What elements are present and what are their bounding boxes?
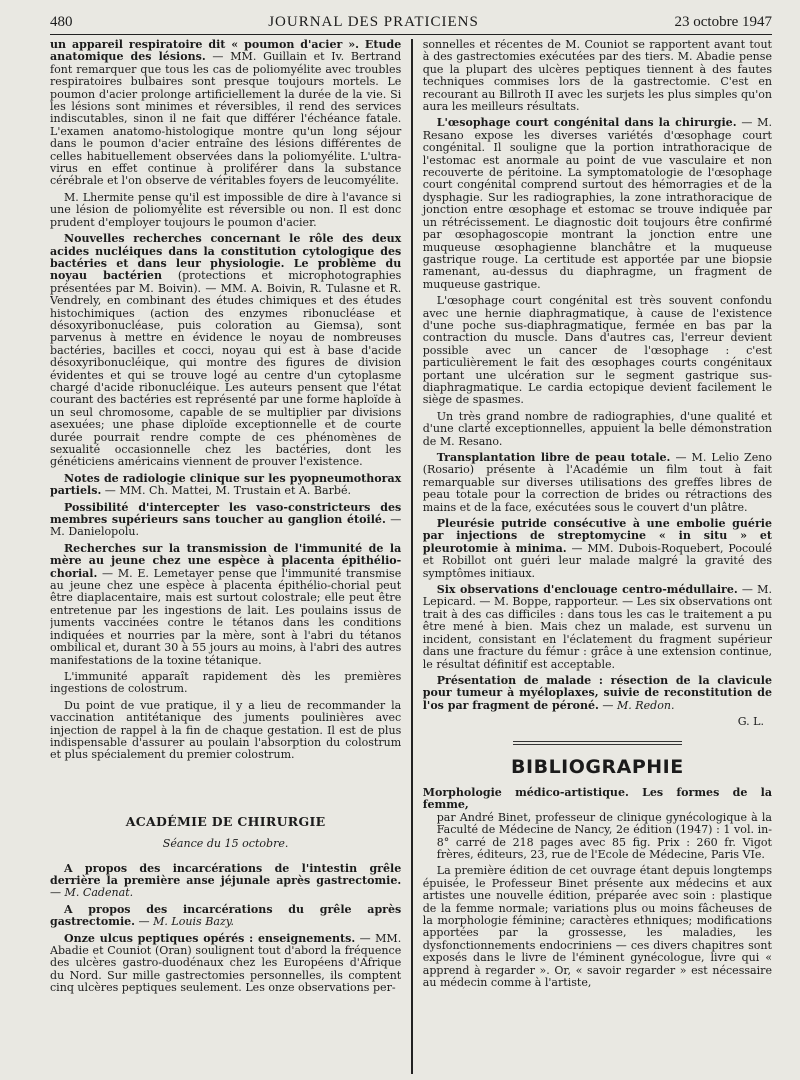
article-paragraph [50,543,401,667]
section-heading: ACADÉMIE DE CHIRURGIE [125,813,326,829]
two-column-body [50,39,772,1074]
article-paragraph [50,39,401,188]
article-paragraph [50,233,401,469]
article-authors: — M. Cadenat. [50,886,134,900]
article-title: L'œsophage court congénital dans la chirurgie. [436,116,737,130]
article-authors: — MM. Guillain et Iv. Bertrand [205,50,402,64]
bibliography-heading: BIBLIOGRAPHIE [511,755,684,778]
article-title: Nouvelles recherches concernant le rôle des deux acides nucléiques dans la constitution cytologique des bactéries et dans leur physiologie. Le problème du noyau bactérien [50,232,402,283]
article-title: Onze ulcus peptiques opérés : enseignements. [64,931,356,945]
article-title: un appareil respiratoire dit « poumon d'acier ». Étude anatomique des lésions. [50,39,402,64]
article-authors: — MM. A. Boivin, R. Tulasne et R. Vendrely, [50,281,402,308]
article-text: font remarquer que tous les cas de poliomyélite avec troubles respiratoires bulbaires sont presque toujours mortels. Le poumon d'acier prolonge artificiellement la durée de la vie. Si les lésions sont minimes et réversibles, il rend des services indiscutables, sinon il ne fait que différer l'échéance fatale. L'examen anatomo-histologique montre qu'un long séjour dans le poumon d'acier entraîne des lésions différentes de celles habituellement observées dans la poliomyélite. L'ultra-virus en effet continue à proliférer dans la substance cérébrale et l'on observe de véritables foyers de leucomyélite. [50,62,402,188]
article-authors: — M. E. Lemetayer [97,566,214,580]
session-date: Séance du 15 octobre. [162,837,289,851]
article-text: — M. Lelio Zeno (Rosario) présente à l'Académie un film tout à fait remarquable sur diverses utilisations des greffes libres de peau totale pour la correction de brides ou rétractions des mains et de la face, exécutées sous le couvert d'un plâtre. [422,451,772,514]
article-paragraph: L'œsophage court congénital est très souvent confondu avec une hernie diaphragmatique, à cause de l'existence d'une poche sus-diaphragmatique, fermée en bas par la contraction du muscle. Dans d'autres cas, l'erreur devient possible avec un cancer de l'œsophage : c'est particulièrement le fait des œsophages courts congénitaux portant une ulcération sur le segment gastrique sus-diaphragmatique. Le cardia ectopique devient facilement le siège de spasmes. [422,294,772,407]
article-paragraph: Du point de vue pratique, il y a lieu de recommander la vaccination antitétanique des juments poulinières avec injection de rappel à la fin de chaque gestation. Il est de plus indispensable d'assurer au poulain l'absorption du colostrum et plus spécialement du premier colostrum. [50,698,402,762]
article-subtitle: (protections et microphotographies présentées par M. Boivin). [50,269,402,295]
article-paragraph [423,452,772,514]
right-column [417,39,772,1074]
article-paragraph: sonnelles et récentes de M. Couniot se rapportent avant tout à des gastrectomies exécutées par des tiers. M. Abadie pense que la plupart des ulcères peptiques tiennent à des fautes techniques commises lors de la gastrectomie. C'est en recourant au Billroth II avec les surjets les plus simples qu'on aura les meilleurs résultats. [422,39,772,114]
article-text: — M. Resano expose les diverses variétés d'œsophage court congénital. Il souligne que la portion intrathoracique de l'estomac est anormale au point de vue vasculaire et non recouverte de péritoine. La symptomatologie de l'œsophage court congénital comprend surtout des hémorragies et de la dysphagie. Sur les radiographies, la zone intrathoracique de jonction entre œsophage et estomac se trouve indiquée par un rétrécissement. Le diagnostic doit toujours être confirmé par œsophagoscopie montrant la jonction entre une muqueuse œsophagienne blanchâtre et la muqueuse gastrique rouge. La certitude est apportée par une biopsie ramenant, au-dessus du diaphragme, un fragment de muqueuse gastrique. [422,116,772,291]
article-text: en combinant des études chimiques et des études histochimiques (action des enzymes ribonucléase et désoxyribonucléase, puis coloration au Giemsa), sont parvenus à mettre en évidence le noyau de nombreuses bactéries, bacilles et cocci, noyau qui est à base d'acide désoxyribonucléique, qui montre des figures de division évidentes et qui se trouve logé au centre d'un cytoplasme chargé d'acide ribonucléique. Les auteurs pensent que l'état courant des bactéries est représenté par une forme haploïde à un seul chromosome, capable de se multiplier par divisions asexuées; une phase diploïde exceptionnelle et de courte durée pourrait rendre compte de ces phénomènes de sexualité occasionnelle chez les bactéries, dont les généticiens américains viennent de prouver l'existence. [50,294,402,469]
article-paragraph [423,117,772,291]
article-paragraph [50,933,401,995]
article-paragraph [50,473,401,498]
article-authors: — M. Danielopolu. [50,513,402,539]
column-divider [411,39,412,1074]
article-title: Présentation de malade : résection de la clavicule pour tumeur à myéloplaxes, suivie de reconstitution de l'os par fragment de péroné. [422,673,772,712]
book-details: par André Binet, professeur de clinique gynécologique à la Faculté de Médecine de Nancy, 2e édition (1947) : 1 vol. in-8° carré de 218 pages avec 85 fig. Prix : 260 fr. Vigot frères, éditeurs, 23, rue de l'Ecole de Médecine, Paris VIe. [436,810,772,861]
article-title: Notes de radiologie clinique sur les pyopneumothorax partiels. [50,471,402,498]
article-paragraph: La première édition de cet ouvrage étant depuis longtemps épuisée, le Professeur Binet présente aux médecins et aux artistes une nouvelle édition, préparée avec soin : plastique de la femme normale; variations plus ou moins fâcheuses de la morphologie féminine; caractères ethniques; modifications apportées par la grossesse, les maladies, les dysfonctionnements endocriniens — ces divers chapitres sont exposés dans le livre de l'éminent gynécologue, livre qui « apprend à regarder ». Or, « savoir regarder » est nécessaire au médecin comme à l'artiste, [422,864,772,990]
book-title: Morphologie médico-artistique. Les formes de la femme, [422,785,772,812]
signoff-initials: G. L. [737,715,764,729]
article-authors: — MM. Ch. Mattei, M. Trustain et A. Barbé. [101,484,352,498]
left-column [50,39,407,1074]
separator-rule-thin [513,744,682,745]
article-paragraph [423,584,772,671]
article-title: A propos des incarcérations du grêle après gastrectomie. [50,902,402,929]
separator-rule [513,741,682,742]
article-title: A propos des incarcérations de l'intestin grêle derrière la première anse jéjunale après gastrectomie. [50,861,402,887]
book-entry [423,787,772,861]
article-authors: — M. Redon. [598,698,675,712]
article-text: pense que l'immunité transmise au jeune chez une espèce à placenta épithélio-chorial peut être diaplacentaire, mais est surtout colostrale; elle peut être entretenue par les ingestions de lait. Les poulains issus de juments vaccinées contre le tétanos dans les conditions indiquées et nourries par la mère, sont à l'abri du tétanos ombilical et, durant 30 à 55 jours au moins, à l'abri des autres manifestations de la toxine tétanique. [50,566,402,667]
article-text: — MM. Abadie et Couniot (Oran) soulignent tout d'abord la fréquence des ulcères gastro-duodénaux chez les Européens d'Afrique du Nord. Sur mille gastrectomies personnelles, ils comptent cinq ulcères peptiques seulement. Les onze observations per- [50,931,402,995]
article-title: Pleurésie putride consécutive à une embolie guérie par injections de streptomycine « in situ » et pleurotomie à minima. [422,517,772,555]
page-number: 480 [50,14,73,30]
article-paragraph [50,904,401,929]
article-title: Possibilité d'intercepter les vaso-constricteurs des membres supérieurs sans toucher au ganglion étoilé. [50,500,402,527]
article-paragraph [50,502,401,539]
article-text: — M. Lepicard. — M. Boppe, rapporteur. — Les six observations ont trait à des cas difficiles : dans tous les cas le traitement a pu être mené à bien. Mais chez un malade, est survenu un incident, consistant en l'éclatement du fragment supérieur dans une fracture du fémur : grâce à une extension continue, le résultat définitif est acceptable. [422,583,772,671]
journal-title: JOURNAL DES PRATICIENS [268,14,479,30]
article-paragraph [50,863,401,900]
article-paragraph [423,518,772,580]
article-title: Transplantation libre de peau totale. [436,451,671,464]
article-authors: — M. Louis Bazy. [135,915,235,929]
article-paragraph: L'immunité apparaît rapidement dès les premières ingestions de colostrum. [50,669,402,696]
article-title: Six observations d'enclouage centro-médullaire. [436,583,738,597]
article-text: — MM. Dubois-Roquebert, Pocoulé et Robillot ont guéri leur malade malgré la gravité des symptômes initiaux. [422,541,772,580]
article-paragraph [423,675,772,712]
issue-date: 23 octobre 1947 [674,14,772,30]
page-header [50,14,772,35]
article-paragraph: Un très grand nombre de radiographies, d'une qualité et d'une clarté exceptionnelles, appuient la belle démonstration de M. Resano. [422,409,772,448]
article-paragraph: M. Lhermite pense qu'il est impossible de dire à l'avance si une lésion de poliomyélite est réversible ou non. Il est donc prudent d'employer toujours le poumon d'acier. [50,190,402,229]
article-title: Recherches sur la transmission de l'immunité de la mère au jeune chez une espèce à placenta épithélio-chorial. [50,541,402,580]
